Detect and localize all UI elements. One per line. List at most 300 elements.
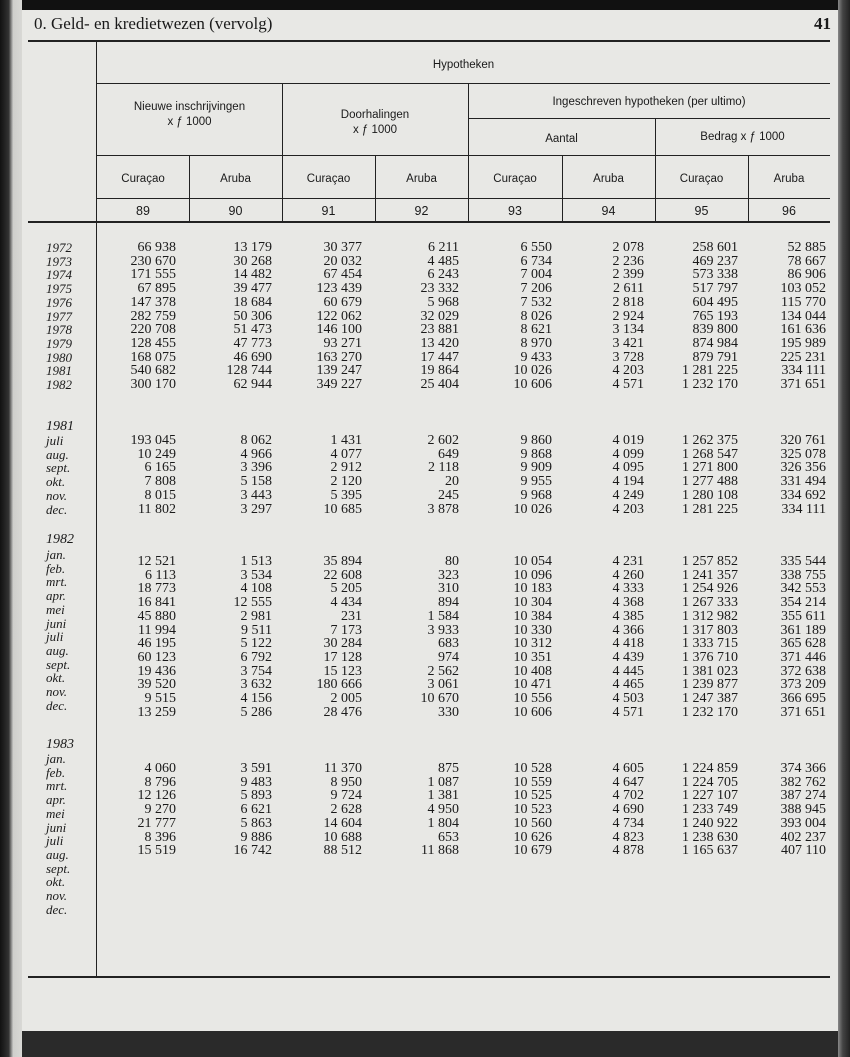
table-cell: 839 800	[692, 322, 738, 338]
table-cell: 7 532	[520, 294, 552, 310]
table-cell: 9 724	[330, 788, 362, 804]
table-cell: 86 906	[787, 267, 826, 283]
table-cell: 28 476	[323, 704, 362, 720]
row-label: aug.	[46, 446, 69, 462]
header-cancellations: Doorhalingen x ƒ 1000	[340, 109, 410, 136]
row-label: okt.	[46, 874, 66, 890]
table-cell: 9 483	[240, 774, 272, 790]
row-label: juli	[46, 833, 64, 849]
table-cell: 4 194	[612, 474, 644, 490]
table-top-rule	[28, 40, 830, 42]
column-header-curacao: Curaçao	[121, 173, 165, 185]
page-number: 41	[814, 14, 831, 33]
table-cell: 4 734	[612, 815, 644, 831]
table-cell: 338 755	[780, 567, 826, 583]
column-header-aruba: Aruba	[773, 173, 805, 185]
table-cell: 334 111	[781, 501, 826, 517]
row-label: 1982	[46, 377, 72, 392]
table-cell: 3 878	[427, 501, 459, 517]
row-label: okt.	[46, 670, 66, 686]
table-cell: 2 981	[240, 608, 272, 624]
table-cell: 66 938	[137, 240, 176, 255]
table-cell: 371 651	[780, 704, 826, 720]
table-cell: 4 385	[612, 608, 644, 624]
table-cell: 9 968	[520, 487, 552, 503]
table-cell: 123 439	[316, 281, 362, 297]
table-cell: 9 860	[520, 433, 552, 448]
table-cell: 1 224 859	[682, 761, 738, 776]
table-cell: 3 933	[427, 622, 459, 638]
row-label: mei	[46, 805, 65, 821]
table-cell: 14 604	[323, 815, 362, 831]
table-cell: 4 108	[240, 581, 272, 597]
table-cell: 323	[438, 567, 459, 583]
row-label: feb.	[46, 764, 66, 780]
table-cell: 51 473	[233, 322, 272, 338]
table-cell: 1 381	[427, 788, 459, 804]
table-cell: 10 560	[513, 815, 552, 831]
table-cell: 300 170	[130, 377, 176, 392]
table-cell: 146 100	[316, 322, 362, 338]
table-cell: 6 550	[520, 240, 552, 255]
table-cell: 4 571	[612, 704, 644, 720]
table-cell: 9 515	[144, 691, 176, 706]
column-number: 90	[228, 204, 243, 218]
table-cell: 4 095	[612, 460, 644, 476]
table-cell: 371 651	[780, 377, 826, 392]
table-cell: 540 682	[130, 363, 176, 379]
table-cell: 39 520	[137, 677, 176, 693]
table-cell: 52 885	[787, 240, 826, 255]
header-divider	[282, 83, 283, 221]
table-cell: 10 685	[323, 501, 362, 517]
table-cell: 3 396	[240, 460, 272, 476]
table-cell: 4 156	[240, 691, 272, 706]
table-cell: 2 602	[427, 433, 459, 448]
table-cell: 1 271 800	[682, 460, 738, 476]
table-cell: 5 286	[240, 704, 272, 720]
table-cell: 9 909	[520, 460, 552, 476]
table-cell: 1 232 170	[682, 704, 738, 720]
table-cell: 354 214	[780, 595, 826, 611]
table-cell: 3 754	[240, 663, 272, 679]
table-cell: 3 534	[240, 567, 272, 583]
table-cell: 5 968	[427, 294, 459, 310]
table-cell: 30 284	[323, 636, 362, 652]
table-cell: 1 381 023	[682, 663, 738, 679]
table-cell: 231	[341, 608, 362, 624]
table-cell: 8 796	[144, 774, 176, 790]
table-cell: 310	[438, 581, 459, 597]
table-cell: 372 638	[780, 663, 826, 679]
column-header-aruba: Aruba	[220, 173, 251, 185]
table-cell: 10 528	[513, 761, 552, 776]
table-cell: 1 233 749	[682, 802, 738, 818]
row-label: sept.	[46, 460, 71, 476]
header-rule	[468, 118, 830, 119]
table-cell: 9 270	[144, 802, 176, 818]
table-cell: 11 994	[138, 622, 176, 638]
table-cell: 8 062	[240, 433, 272, 448]
table-cell: 4 445	[612, 663, 644, 679]
table-cell: 6 165	[144, 460, 176, 476]
table-cell: 10 408	[513, 663, 552, 679]
table-cell: 1 239 877	[682, 677, 738, 693]
row-label: apr.	[46, 588, 66, 604]
table-cell: 4 439	[612, 649, 644, 665]
table-cell: 653	[438, 829, 459, 845]
table-cell: 4 203	[612, 363, 644, 379]
column-number: 93	[508, 204, 522, 218]
table-cell: 17 128	[323, 649, 362, 665]
row-label: juli	[46, 433, 64, 448]
header-amount: Bedrag x ƒ 1000	[700, 131, 785, 143]
table-cell: 13 179	[233, 240, 272, 255]
table-cell: 4 333	[612, 581, 644, 597]
table-cell: 366 695	[780, 691, 826, 706]
table-cell: 4 077	[330, 446, 362, 462]
table-cell: 10 679	[513, 843, 552, 859]
table-cell: 4 231	[612, 554, 644, 569]
column-number: 92	[414, 204, 429, 218]
table-cell: 342 553	[780, 581, 826, 597]
table-cell: 402 237	[780, 829, 826, 845]
table-cell: 4 203	[612, 501, 644, 517]
table-cell: 8 621	[520, 322, 552, 338]
row-label: okt.	[46, 474, 66, 490]
table-cell: 1 281 225	[682, 363, 738, 379]
table-cell: 4 605	[612, 761, 644, 776]
table-cell: 10 249	[137, 446, 176, 462]
row-label: dec.	[46, 901, 68, 917]
table-cell: 6 243	[427, 267, 459, 283]
table-cell: 879 791	[692, 349, 738, 365]
row-label: aug.	[46, 642, 69, 658]
row-label: 1974	[46, 267, 72, 283]
table-cell: 139 247	[316, 363, 362, 379]
table-cell: 7 206	[520, 281, 552, 297]
column-number: 95	[694, 204, 709, 218]
table-cell: 326 356	[780, 460, 826, 476]
table-cell: 331 494	[780, 474, 826, 490]
table-cell: 25 404	[420, 377, 459, 392]
table-cell: 10 312	[513, 636, 552, 652]
row-label: 1978	[46, 322, 72, 338]
header-bottom-rule	[28, 221, 830, 223]
row-label: nov.	[46, 487, 68, 503]
table-cell: 13 420	[420, 335, 459, 351]
table-cell: 9 433	[520, 349, 552, 365]
column-number: 89	[136, 204, 150, 218]
table-cell: 4 260	[612, 567, 644, 583]
table-cell: 4 503	[612, 691, 644, 706]
table-cell: 1 262 375	[682, 433, 738, 448]
table-cell: 1 804	[427, 815, 459, 831]
table-cell: 10 525	[513, 788, 552, 804]
table-cell: 11 802	[138, 501, 176, 517]
table-cell: 334 111	[781, 363, 826, 379]
table-cell: 15 123	[323, 663, 362, 679]
table-cell: 88 512	[323, 843, 362, 859]
row-label: 1972	[46, 240, 72, 255]
table-cell: 220 708	[130, 322, 176, 338]
table-cell: 10 096	[513, 567, 552, 583]
row-label: mei	[46, 601, 65, 617]
section-year-label: 1982	[46, 532, 74, 547]
table-cell: 20	[445, 474, 459, 490]
table-cell: 1 087	[427, 774, 459, 790]
table-cell: 4 418	[612, 636, 644, 652]
table-cell: 245	[438, 487, 459, 503]
table-cell: 21 777	[137, 815, 176, 831]
table-cell: 50 306	[233, 308, 272, 324]
table-cell: 122 062	[316, 308, 362, 324]
table-cell: 46 195	[137, 636, 176, 652]
table-cell: 45 880	[137, 608, 176, 624]
table-cell: 573 338	[692, 267, 738, 283]
table-cell: 3 061	[427, 677, 459, 693]
table-cell: 894	[438, 595, 459, 611]
row-label: mrt.	[46, 574, 68, 590]
table-cell: 22 608	[323, 567, 362, 583]
table-cell: 9 868	[520, 446, 552, 462]
header-new-registrations: Nieuwe inschrijvingen x ƒ 1000	[133, 101, 246, 128]
table-cell: 10 384	[513, 608, 552, 624]
table-cell: 387 274	[780, 788, 826, 804]
table-cell: 1 238 630	[682, 829, 738, 845]
header-rule	[97, 155, 830, 156]
table-cell: 2 078	[612, 240, 644, 255]
table-cell: 4 966	[240, 446, 272, 462]
table-cell: 225 231	[780, 349, 826, 365]
table-cell: 161 636	[780, 322, 826, 338]
table-cell: 32 029	[420, 308, 459, 324]
table-cell: 382 762	[780, 774, 826, 790]
table-cell: 1 513	[240, 554, 272, 569]
table-cell: 115 770	[781, 294, 826, 310]
column-number: 94	[601, 204, 616, 218]
table-cell: 3 297	[240, 501, 272, 517]
table-cell: 1 280 108	[682, 487, 738, 503]
row-label: sept.	[46, 860, 71, 876]
table-cell: 23 332	[420, 281, 459, 297]
table-cell: 10 054	[513, 554, 552, 569]
table-cell: 6 113	[145, 567, 176, 583]
table-bottom-rule	[28, 976, 830, 978]
table-cell: 16 742	[233, 843, 272, 859]
table-cell: 19 864	[420, 363, 459, 379]
table-cell: 4 950	[427, 802, 459, 818]
table-cell: 2 912	[330, 460, 362, 476]
table-cell: 3 591	[240, 761, 272, 776]
table-cell: 1 312 982	[682, 608, 738, 624]
table-cell: 147 378	[130, 294, 176, 310]
table-cell: 12 555	[233, 595, 272, 611]
table-cell: 10 556	[513, 691, 552, 706]
table-cell: 47 773	[233, 335, 272, 351]
table-cell: 180 666	[316, 677, 362, 693]
table-cell: 3 443	[240, 487, 272, 503]
table-cell: 9 511	[241, 622, 272, 638]
table-cell: 10 523	[513, 802, 552, 818]
table-cell: 330	[438, 704, 459, 720]
table-cell: 4 690	[612, 802, 644, 818]
table-cell: 7 173	[330, 622, 362, 638]
table-cell: 3 632	[240, 677, 272, 693]
table-cell: 6 211	[428, 240, 459, 255]
table-cell: 168 075	[130, 349, 176, 365]
table-cell: 683	[438, 636, 459, 652]
table-cell: 6 621	[240, 802, 272, 818]
table-cell: 7 808	[144, 474, 176, 490]
table-cell: 373 209	[780, 677, 826, 693]
table-cell: 8 396	[144, 829, 176, 845]
table-cell: 1 431	[330, 433, 362, 448]
table-cell: 874 984	[692, 335, 738, 351]
table-cell: 10 304	[513, 595, 552, 611]
table-cell: 3 134	[612, 322, 644, 338]
header-rule	[97, 83, 830, 84]
table-cell: 2 611	[613, 281, 644, 297]
row-label: nov.	[46, 684, 68, 699]
table-cell: 2 628	[330, 802, 362, 818]
table-cell: 10 670	[420, 691, 459, 706]
table-cell: 5 205	[330, 581, 362, 597]
table-cell: 6 734	[520, 253, 552, 269]
table-cell: 1 257 852	[682, 554, 738, 569]
row-label: dec.	[46, 697, 68, 713]
table-cell: 2 120	[330, 474, 362, 490]
table-cell: 10 606	[513, 704, 552, 720]
table-cell: 1 584	[427, 608, 459, 624]
table-cell: 5 863	[240, 815, 272, 831]
table-cell: 1 333 715	[682, 636, 738, 652]
table-cell: 15 519	[137, 843, 176, 859]
table-cell: 1 165 637	[682, 843, 738, 859]
table-cell: 13 259	[137, 704, 176, 720]
table-cell: 62 944	[233, 377, 272, 392]
table-cell: 4 060	[144, 761, 176, 776]
table-cell: 6 792	[240, 649, 272, 665]
table-cell: 4 368	[612, 595, 644, 611]
table-cell: 10 606	[513, 377, 552, 392]
table-cell: 10 471	[513, 677, 552, 693]
table-cell: 5 893	[240, 788, 272, 804]
table-cell: 35 894	[323, 554, 362, 569]
row-label: 1981	[46, 363, 72, 379]
table-cell: 371 446	[780, 649, 826, 665]
table-cell: 1 241 357	[682, 567, 738, 583]
table-cell: 325 078	[780, 446, 826, 462]
table-cell: 407 110	[781, 843, 826, 859]
table-cell: 4 099	[612, 446, 644, 462]
header-count: Aantal	[545, 133, 578, 145]
table-cell: 8 026	[520, 308, 552, 324]
section-year-label: 1983	[46, 737, 74, 752]
table-cell: 78 667	[787, 253, 826, 269]
table-cell: 355 611	[781, 608, 826, 624]
table-cell: 39 477	[233, 281, 272, 297]
document-page	[22, 6, 838, 1031]
column-header-aruba: Aruba	[406, 173, 437, 185]
table-cell: 10 183	[513, 581, 552, 597]
table-cell: 604 495	[692, 294, 738, 310]
table-cell: 649	[438, 446, 459, 462]
table-cell: 1 227 107	[682, 788, 738, 804]
table-cell: 388 945	[780, 802, 826, 818]
table-cell: 875	[438, 761, 459, 776]
section-year-label: 1981	[46, 419, 74, 434]
page-right-edge	[838, 0, 850, 1057]
row-label: mrt.	[46, 778, 68, 794]
table-cell: 1 240 922	[682, 815, 738, 831]
table-cell: 1 254 926	[682, 581, 738, 597]
table-cell: 1 317 803	[682, 622, 738, 638]
table-cell: 20 032	[323, 253, 362, 269]
row-label: 1976	[46, 294, 72, 310]
column-number: 91	[321, 204, 336, 218]
table-cell: 12 126	[137, 788, 176, 804]
table-cell: 23 881	[420, 322, 459, 338]
row-label: 1980	[46, 349, 72, 365]
page-title: 0. Geld- en kredietwezen (vervolg)	[34, 14, 273, 33]
table-cell: 2 236	[612, 253, 644, 269]
column-header-aruba: Aruba	[593, 173, 624, 185]
table-cell: 374 366	[780, 761, 826, 776]
table-cell: 10 026	[513, 501, 552, 517]
scan-top-edge	[0, 0, 850, 10]
table-cell: 9 955	[520, 474, 552, 490]
table-cell: 9 886	[240, 829, 272, 845]
row-label: dec.	[46, 501, 68, 517]
table-cell: 4 249	[612, 487, 644, 503]
table-cell: 67 895	[137, 281, 176, 297]
column-header-curacao: Curaçao	[493, 173, 537, 185]
table-cell: 1 232 170	[682, 377, 738, 392]
table-cell: 30 268	[233, 253, 272, 269]
table-cell: 2 005	[330, 691, 362, 706]
table-cell: 46 690	[233, 349, 272, 365]
table-cell: 10 688	[323, 829, 362, 845]
table-cell: 93 271	[323, 335, 362, 351]
row-label: sept.	[46, 656, 71, 672]
table-cell: 193 045	[130, 433, 176, 448]
header-registered-mortgages: Ingeschreven hypotheken (per ultimo)	[552, 96, 746, 108]
table-cell: 18 773	[137, 581, 176, 597]
column-header-curacao: Curaçao	[306, 173, 351, 185]
table-cell: 4 647	[612, 774, 644, 790]
table-cell: 1 281 225	[682, 501, 738, 517]
table-cell: 10 559	[513, 774, 552, 790]
table-cell: 230 670	[130, 253, 176, 269]
table-cell: 1 224 705	[682, 774, 738, 790]
table-cell: 11 370	[324, 761, 362, 776]
table-cell: 7 004	[520, 267, 552, 283]
table-cell: 10 626	[513, 829, 552, 845]
header-rule	[97, 198, 830, 199]
table-cell: 5 395	[330, 487, 362, 503]
table-cell: 4 571	[612, 377, 644, 392]
row-label: 1975	[46, 281, 72, 297]
row-label: nov.	[46, 888, 68, 903]
table-cell: 1 277 488	[682, 474, 738, 490]
table-cell: 335 544	[780, 554, 826, 569]
row-label: aug.	[46, 846, 69, 862]
table-cell: 8 970	[520, 335, 552, 351]
table-cell: 195 989	[780, 335, 826, 351]
table-cell: 67 454	[323, 267, 362, 283]
table-cell: 10 351	[513, 649, 552, 665]
